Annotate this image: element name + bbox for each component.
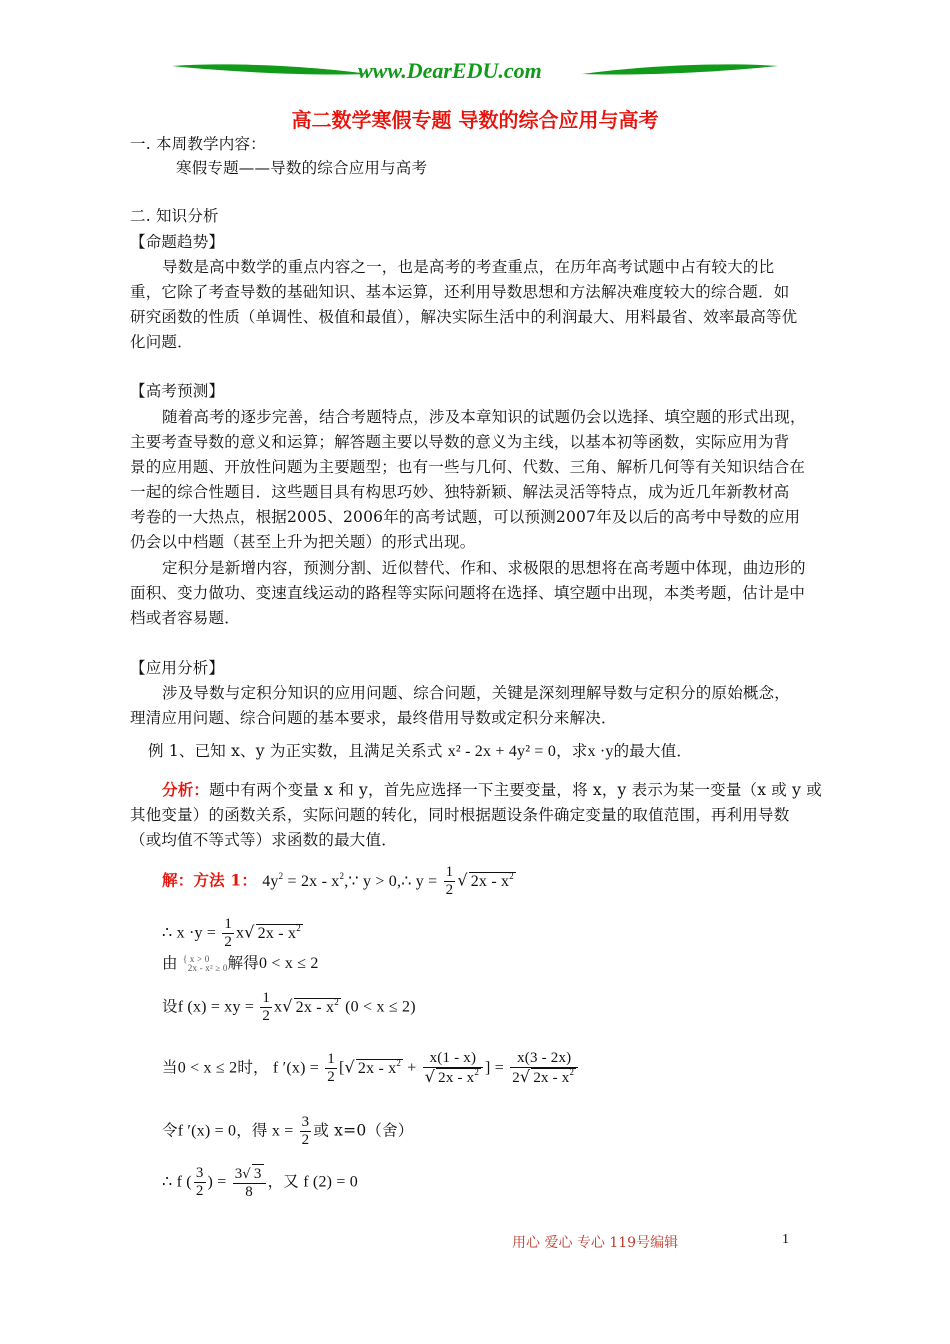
leaf-swoosh-left-icon xyxy=(170,60,370,82)
step-set-label: 设 xyxy=(162,997,178,1016)
formula: f (x) = xy = xyxy=(177,998,259,1016)
section2-heading: 二. 知识分析 xyxy=(130,207,219,225)
analysis-text: 题中有两个变量 x 和 y，首先应选择一下主要变量，将 x，y 表示为某一变量（x 或 y 或 xyxy=(209,781,822,799)
application-line: 涉及导数与定积分知识的应用问题、综合问题，关键是深刻理解导数与定积分的原始概念， xyxy=(162,684,791,702)
step-when-suffix: 时， xyxy=(237,1058,269,1077)
fraction: $\frac{3}{2}$ xyxy=(195,1165,204,1199)
fraction: $\frac{1}{2}$ xyxy=(327,1051,335,1085)
footer-slogan: 用心 爱心 专心 119号编辑 xyxy=(512,1235,679,1251)
example1-equation: x² - 2x + 4y² = 0 xyxy=(447,743,557,760)
solution-line-3 xyxy=(162,953,319,974)
site-logo[interactable]: www.DearEDU.com xyxy=(358,58,542,83)
application-line: 理清应用问题、综合问题的基本要求，最终借用导数或定积分来解决． xyxy=(130,709,617,727)
solution-line-1: 解：方法 1： $4y^2 = 2x$ - $x^2,\because$ y > 0,∴ y = $\frac{1}{2}$ √ $2x - x^2$ xyxy=(162,864,514,898)
solution-line-5: 当0 < x ≤ 2时， f ′(x) = $\frac{1}{2}$ [√ $2x - x^2$ + $\frac{x(1 - x)}{√ 2x - x^2}$ ] = $\frac{x(3 - 2x)}{2√ 2x - x^2}$ xyxy=(162,1050,580,1087)
trend-line: 化问题． xyxy=(130,333,193,351)
analysis-label: 分析： xyxy=(162,780,210,799)
integral-line: 档或者容易题． xyxy=(130,609,240,627)
page-title: 高二数学寒假专题 导数的综合应用与高考 xyxy=(291,108,659,132)
analysis-line xyxy=(162,780,822,800)
forecast-line: 一起的综合性题目．这些题目具有构思巧妙、独特新颖、解法灵活等特点，成为近几年新教材高 xyxy=(130,483,790,501)
integral-line: 面积、变力做功、变速直线运动的路程等实际问题将在选择、填空题中出现，本类考题，估计是中 xyxy=(130,584,806,602)
solution-line-6: 令f ′(x) = 0，得 x = $\frac{3}{2}$ 或 x=0（舍） xyxy=(162,1114,414,1148)
trend-line: 重，它除了考查导数的基础知识、基本运算，还利用导数思想和方法解决难度较大的综合题．如 xyxy=(130,283,790,301)
formula: $4y^2 = 2x$ - $x^2,\because$ y > 0,∴ y = xyxy=(262,870,442,890)
forecast-line: 仍会以中档题（甚至上升为把关题）的形式出现。 xyxy=(130,533,476,551)
header-banner xyxy=(170,56,780,86)
forecast-line: 景的应用题、开放性问题为主要题型；也有一些与几何、代数、三角、解析几何等有关知识结合在 xyxy=(130,458,806,476)
formula: 0 < x ≤ 2 xyxy=(177,1059,238,1077)
example1-suffix: 的最大值． xyxy=(613,742,693,760)
section1-heading: 一. 本周教学内容： xyxy=(130,135,266,153)
analysis-line: 其他变量）的函数关系，实际问题的转化，同时根据题设条件确定变量的取值范围，再利用导数 xyxy=(130,806,790,824)
application-heading: 【应用分析】 xyxy=(130,659,225,677)
forecast-line: 主要考查导数的意义和运算；解答题主要以导数的意义为主线，以基本初等函数，实际应用为背 xyxy=(130,433,790,451)
forecast-line: 随着高考的逐步完善，结合考题特点，涉及本章知识的试题仍会以选择、填空题的形式出现， xyxy=(162,408,806,426)
fraction: $\frac{1}{2}$ xyxy=(224,916,233,950)
trend-line: 研究函数的性质（单调性、极值和最值），解决实际生活中的利润最大、用料最省、效率最高等优 xyxy=(130,308,798,326)
solution-line-2: ∴ x ·y = $\frac{1}{2}$ x√ $2x - x^2$ xyxy=(162,916,301,950)
step-when-label: 当 xyxy=(162,1058,178,1077)
leaf-swoosh-right-icon xyxy=(580,60,780,82)
fraction: $\frac{x(1 - x)}{√ 2x - x^2}$ xyxy=(423,1050,483,1087)
formula: ∴ x ·y = xyxy=(162,924,221,942)
fraction: $\frac{1}{2}$ xyxy=(445,864,454,898)
trend-line: 导数是高中数学的重点内容之一，也是高考的考查重点，在历年高考试题中占有较大的比 xyxy=(162,258,775,276)
integral-line: 定积分是新增内容，预测分割、近似替代、作和、求极限的思想将在高考题中体现，曲边形的 xyxy=(162,559,806,577)
solution-label: 解：方法 1： xyxy=(162,870,258,890)
step-get-label: ，得 xyxy=(236,1121,268,1140)
step-or-label: 或 x=0（舍） xyxy=(313,1121,414,1140)
example1-target: x ·y xyxy=(587,743,614,760)
example1-prefix: 例 1、已知 x、y 为正实数，且满足关系式 xyxy=(148,742,443,760)
section1-content: 寒假专题——导数的综合应用与高考 xyxy=(176,159,428,177)
fraction: $\frac{3}{2}$ xyxy=(301,1114,310,1148)
fraction: $\frac{1}{2}$ xyxy=(262,990,271,1024)
example1-statement xyxy=(148,741,692,762)
forecast-heading: 【高考预测】 xyxy=(130,382,225,400)
formula: f ′(x) = 0 xyxy=(177,1122,237,1140)
forecast-line: 考卷的一大热点，根据2005、2006年的高考试题，可以预测2007年及以后的高考中导数的应用 xyxy=(130,508,801,526)
step-by-label: 由 xyxy=(162,954,178,972)
page-number: 1 xyxy=(782,1232,789,1247)
solution-line-7: ∴ f ( $\frac{3}{2}$ ) = $\frac{3√ 3}{8}$ ，又 f (2) = 0 xyxy=(162,1165,359,1200)
system-of-inequalities: { x > 0 2x - x² ≥ 0 xyxy=(182,954,228,973)
example1-middle: ，求 xyxy=(556,742,588,760)
fraction: $\frac{3√ 3}{8}$ xyxy=(233,1164,266,1201)
step-solve-label: 解得 xyxy=(227,954,259,972)
trend-heading: 【命题趋势】 xyxy=(130,233,225,251)
solution-line-4: 设f (x) = xy = $\frac{1}{2}$ x√ $2x - x^2$ (0 < x ≤ 2) xyxy=(162,990,416,1024)
formula: 0 < x ≤ 2 xyxy=(259,955,319,972)
step-let-label: 令 xyxy=(162,1121,178,1140)
formula: ∴ f ( xyxy=(162,1173,192,1191)
analysis-line: （或均值不等式等）求函数的最大值． xyxy=(130,831,397,849)
fraction: $\frac{x(3 - 2x)}{2√ 2x - x^2}$ xyxy=(510,1050,578,1087)
step-also-label: ，又 xyxy=(267,1172,299,1191)
